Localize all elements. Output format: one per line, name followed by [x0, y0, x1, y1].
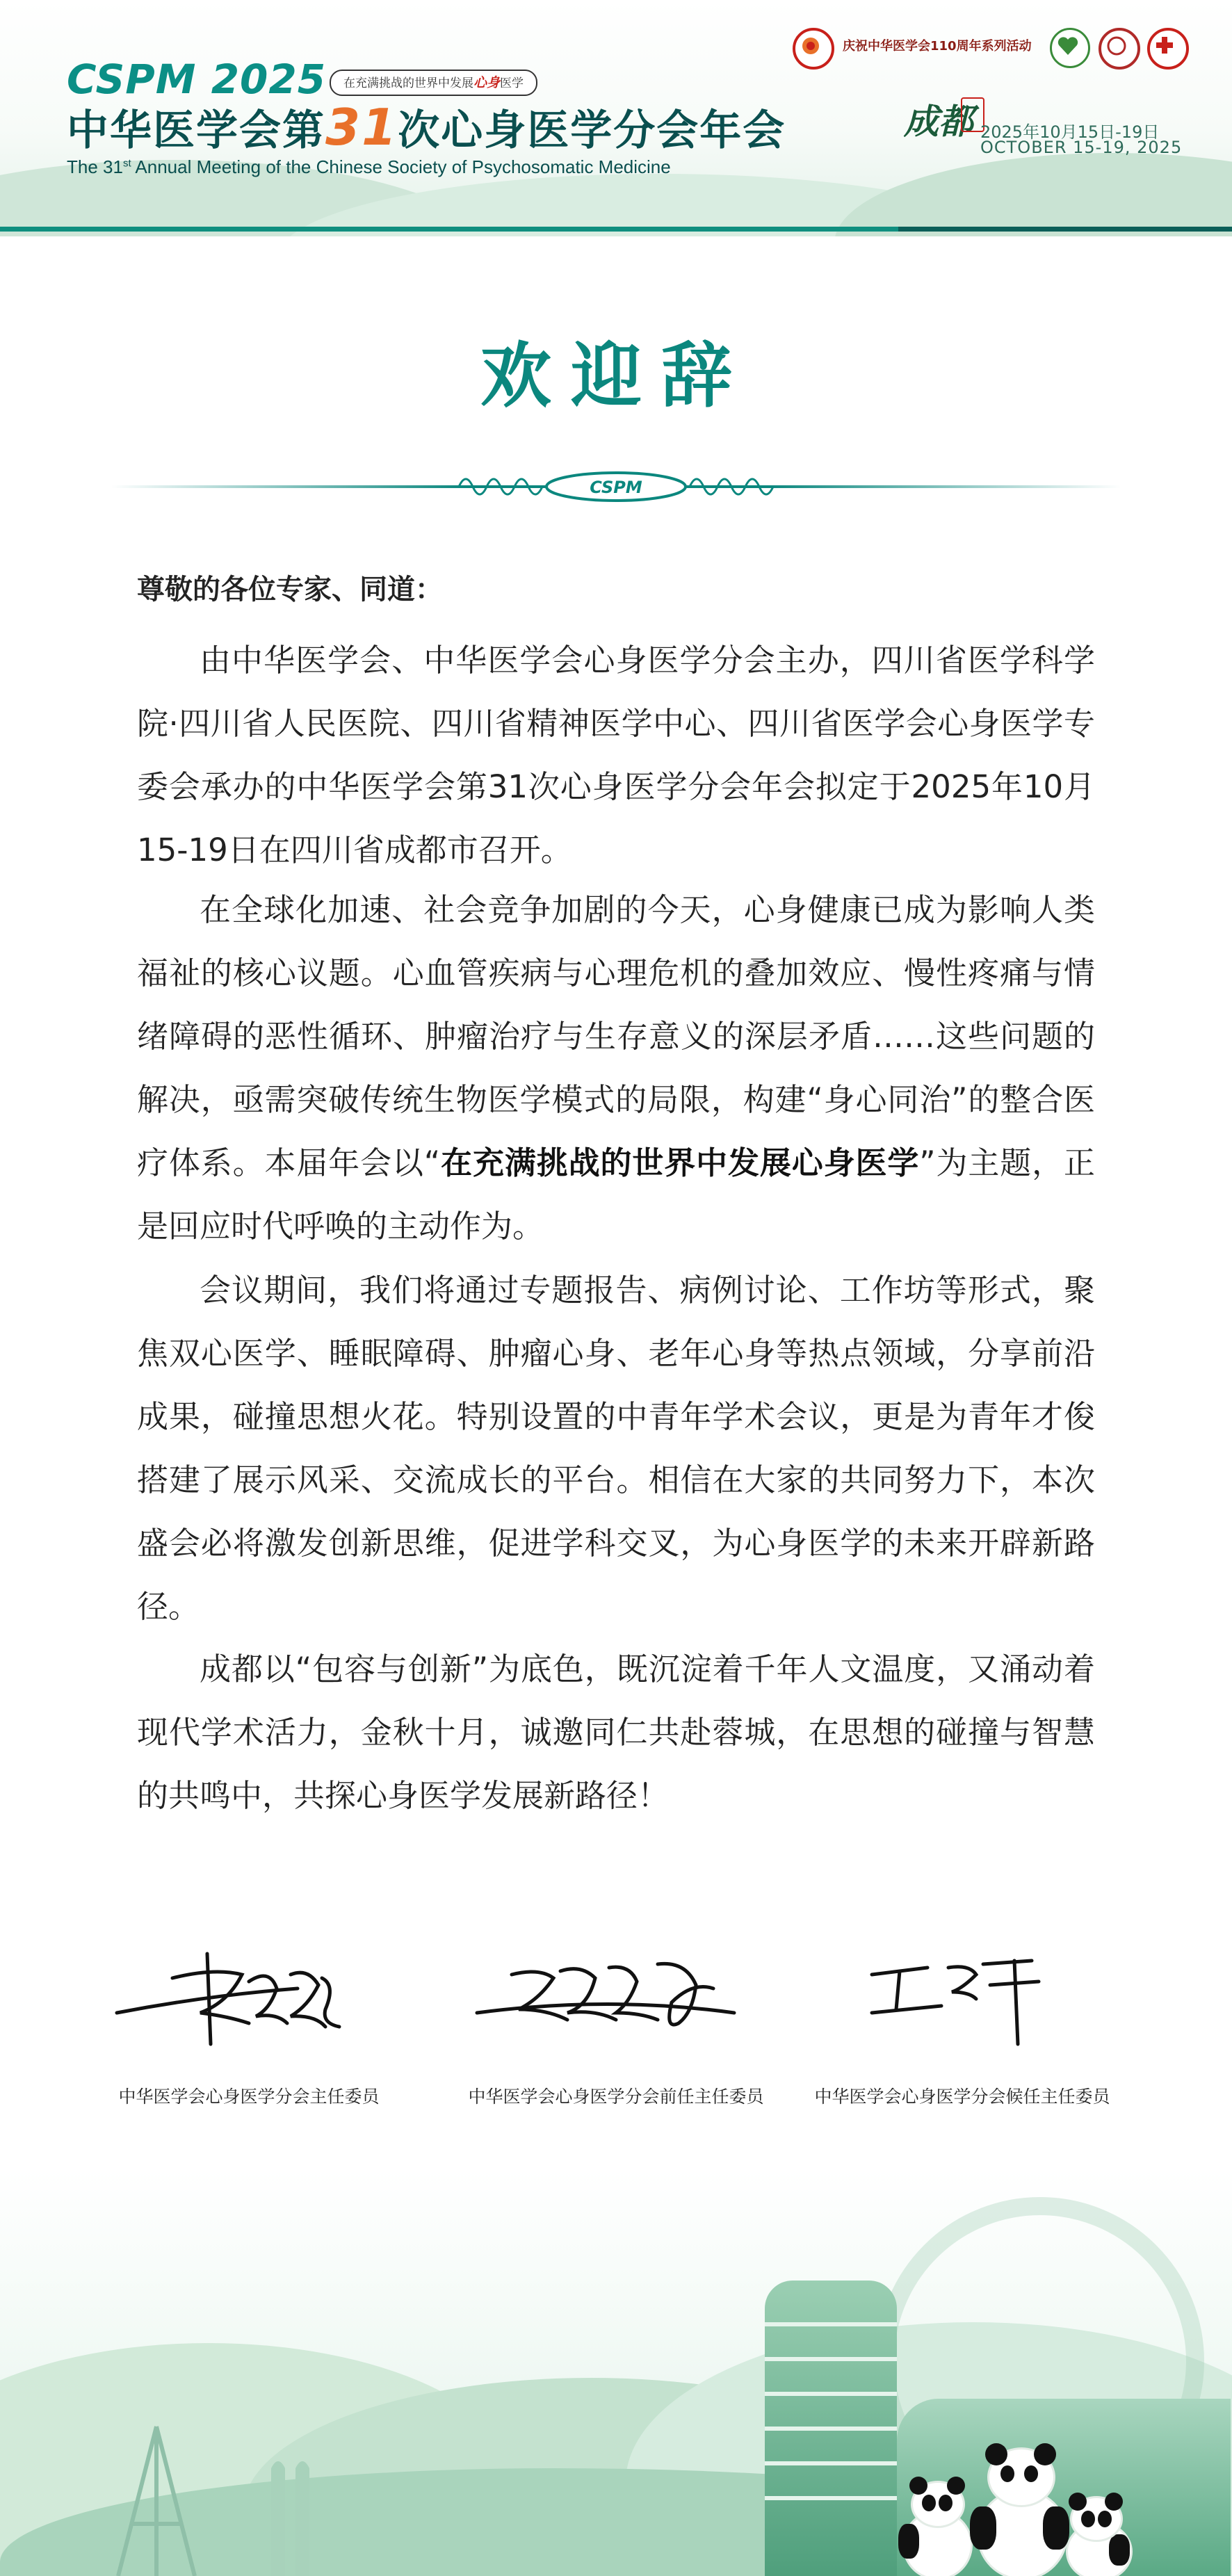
- panda-icon: [970, 2440, 1067, 2576]
- hospital-emblem-icon: [1099, 28, 1140, 70]
- divider-label: CSPM: [590, 478, 642, 497]
- cspm-logo: CSPM 2025: [67, 56, 327, 103]
- paragraph-2-theme: 在充满挑战的世界中发展心身医学: [440, 1144, 920, 1181]
- signature-block-2: [435, 1947, 797, 2107]
- signature-caption-2: 中华医学会心身医学分会前任主任委员: [468, 2087, 764, 2107]
- title-en-rest: Annual Meeting of the Chinese Society of Psychosomatic Medicine: [131, 156, 671, 177]
- paragraph-1: 由中华医学会、中华医学会心身医学分会主办，四川省医学科学院·四川省人民医院、四川省精神医学中心、四川省医学会心身医学专委会承办的中华医学会第31次心身医学分会年会拟定于2025年10月15-19日在四川省成都市召开。: [137, 642, 1095, 868]
- paragraph-2-part-a: 在全球化加速、社会竞争加剧的今天，心身健康已成为影响人类福祉的核心议题。心血管疾病与心理危机的叠加效应、慢性疼痛与情绪障碍的恶性循环、肿瘤治疗与生存意义的深层矛盾……这些问题的解决，亟需突破传统生物医学模式的局限，构建“身心同治”的整合医疗体系。本届年会以“: [137, 891, 1095, 1181]
- meeting-title-en: [67, 156, 671, 178]
- cma-emblem-icon: [793, 28, 834, 70]
- chengdu-scenery: [0, 2169, 1232, 2576]
- panda-icon: [897, 2475, 973, 2576]
- panda-icon: [1060, 2493, 1133, 2576]
- signature-block-3: [781, 1947, 1143, 2107]
- heart-emblem-icon: [1050, 28, 1090, 68]
- page-title: 欢迎辞: [480, 335, 752, 418]
- anniversary-text: 庆祝中华医学会110周年系列活动: [843, 39, 1032, 54]
- signature-caption-3: 中华医学会心身医学分会候任主任委员: [814, 2087, 1110, 2107]
- date-en: OCTOBER 15-19, 2025: [980, 138, 1183, 157]
- handwritten-signature-1: [68, 1947, 430, 2051]
- header-banner: [0, 0, 1232, 236]
- paragraph-2-part-c: ”为主题，正是回应时代呼唤的主动作为。: [137, 1144, 1095, 1245]
- title-cn-number: 31: [325, 98, 398, 156]
- signature-block-1: [68, 1947, 430, 2107]
- twin-towers-icon: [264, 2447, 320, 2576]
- cable-bridge-icon: [104, 2420, 209, 2576]
- anniversary-badges: [793, 25, 1210, 67]
- title-en-ordinal: st: [122, 157, 131, 170]
- theme-pill-suffix: 医学: [500, 76, 524, 90]
- ornamental-divider: [111, 466, 1121, 508]
- psychiatry-emblem-icon: [1147, 28, 1189, 70]
- date-cn: 2025年10月15日-19日: [980, 122, 1160, 142]
- paragraph-4: 成都以“包容与创新”为底色，既沉淀着千年人文温度，又涌动着现代学术活力，金秋十月，诚邀同仁共赴蓉城，在思想的碰撞与智慧的共鸣中，共探心身医学发展新路径！: [137, 1651, 1095, 1814]
- paragraph-3: 会议期间，我们将通过专题报告、病例讨论、工作坊等形式，聚焦双心医学、睡眠障碍、肿瘤心身、老年心身等热点领域，分享前沿成果，碰撞思想火花。特别设置的中青年学术会议，更是为青年才俊搭建了展示风采、交流成长的平台。相信在大家的共同努力下，本次盛会必将激发创新思维，促进学科交叉，为心身医学的未来开辟新路径。: [137, 1272, 1095, 1625]
- theme-pill-xinshen: 心身: [473, 75, 501, 90]
- theme-pill: [330, 70, 537, 96]
- paragraph-2: [137, 878, 1095, 1258]
- signature-caption-1: 中华医学会心身医学分会主任委员: [118, 2087, 380, 2107]
- title-en-the: The 31: [67, 156, 123, 177]
- meeting-title-cn: [67, 97, 786, 157]
- handwritten-signature-3: [781, 1947, 1143, 2051]
- theme-pill-prefix: 在充满挑战的世界中发展: [343, 76, 473, 90]
- salutation: 尊敬的各位专家、同道：: [137, 574, 443, 606]
- header-rule-accent: [898, 227, 1232, 232]
- chengdu-calligraphy: 成都: [904, 101, 973, 142]
- banner-mountain: [834, 153, 1232, 236]
- title-cn-before: 中华医学会第: [67, 106, 325, 155]
- tower-building: [765, 2281, 897, 2576]
- handwritten-signature-2: [435, 1947, 797, 2051]
- title-cn-after: 次心身医学分会年会: [398, 106, 786, 155]
